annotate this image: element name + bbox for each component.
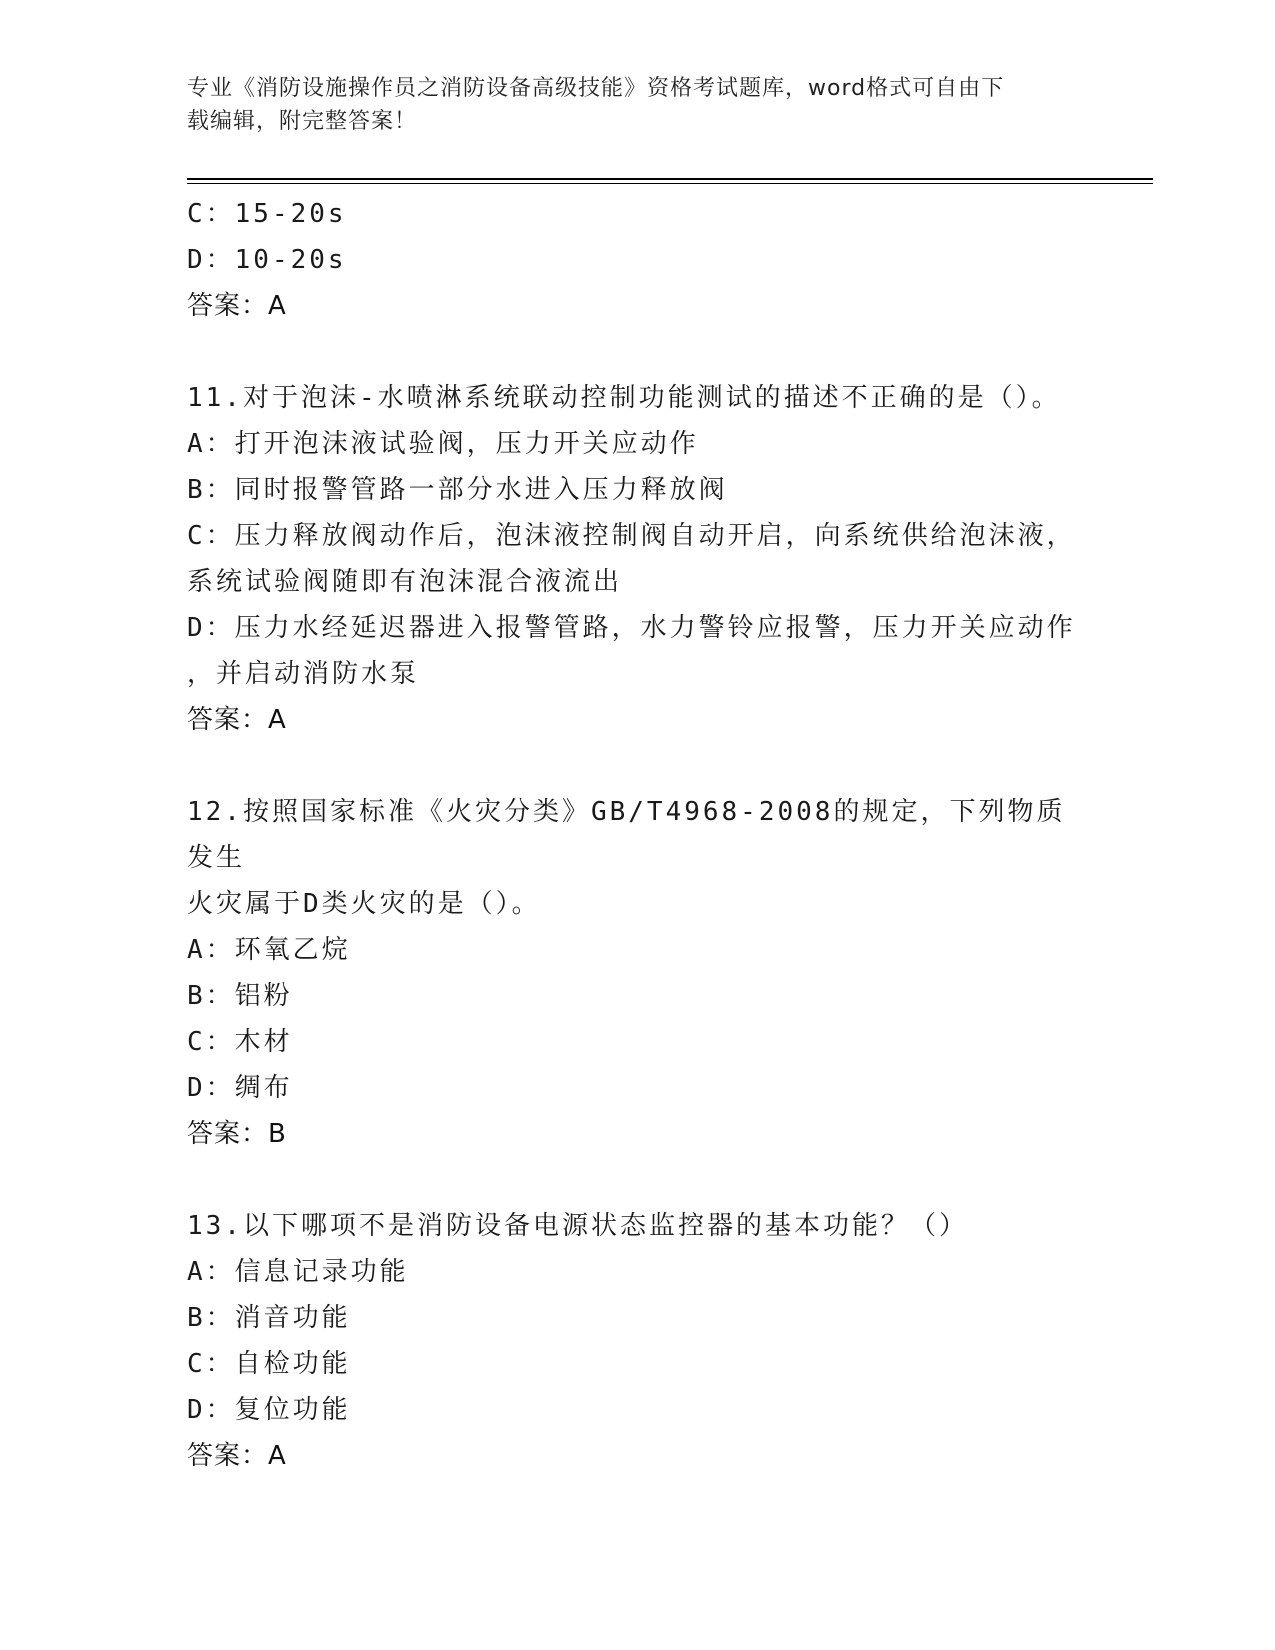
header-line-1: 专业《消防设施操作员之消防设备高级技能》资格考试题库，word格式可自由下 [187,76,1005,101]
option-c: C：自检功能 [187,1349,351,1379]
option-a: A：信息记录功能 [187,1257,409,1287]
document-header [187,72,1087,138]
question-13 [187,1203,1087,1479]
option-a: A：环氧乙烷 [187,935,351,965]
option-c: C：压力释放阀动作后，泡沫液控制阀自动开启，向系统供给泡沫液， [187,521,1076,551]
question-content [187,191,1087,1479]
option-d-continued: ，并启动消防水泵 [187,659,420,689]
option-d: D：压力水经延迟器进入报警管路，水力警铃应报警，压力开关应动作 [187,613,1076,643]
question-stem: 13.以下哪项不是消防设备电源状态监控器的基本功能？（） [187,1211,968,1241]
option-d: D：绸布 [187,1073,293,1103]
answer-line: 答案：A [187,705,287,735]
question-11 [187,375,1087,743]
option-b: B：同时报警管路一部分水进入压力释放阀 [187,475,728,505]
question-stem-continued: 火灾属于D类火灾的是（）。 [187,889,541,919]
answer-line: 答案：A [187,1441,287,1471]
option-c-continued: 系统试验阀随即有泡沫混合液流出 [187,567,623,597]
header-divider-thick [187,178,1153,180]
question-gap [187,1157,1087,1203]
question-gap [187,329,1087,375]
question-stem: 12.按照国家标准《火灾分类》GB/T4968-2008的规定，下列物质发生 [187,797,1066,873]
question-stem: 11.对于泡沫-水喷淋系统联动控制功能测试的描述不正确的是（）。 [187,383,1061,413]
option-b: B：铝粉 [187,981,293,1011]
answer-line: 答案：B [187,1119,287,1149]
option-b: B：消音功能 [187,1303,351,1333]
option-a: A：打开泡沫液试验阀，压力开关应动作 [187,429,699,459]
option-c: C：15-20s [187,199,347,229]
answer-line: 答案：A [187,291,287,321]
question-12 [187,789,1087,1157]
header-divider-thin [187,183,1153,184]
option-d: D：复位功能 [187,1395,351,1425]
option-d: D：10-20s [187,245,347,275]
option-c: C：木材 [187,1027,293,1057]
partial-question [187,191,1087,329]
question-gap [187,743,1087,789]
header-line-2: 载编辑，附完整答案！ [187,109,418,134]
